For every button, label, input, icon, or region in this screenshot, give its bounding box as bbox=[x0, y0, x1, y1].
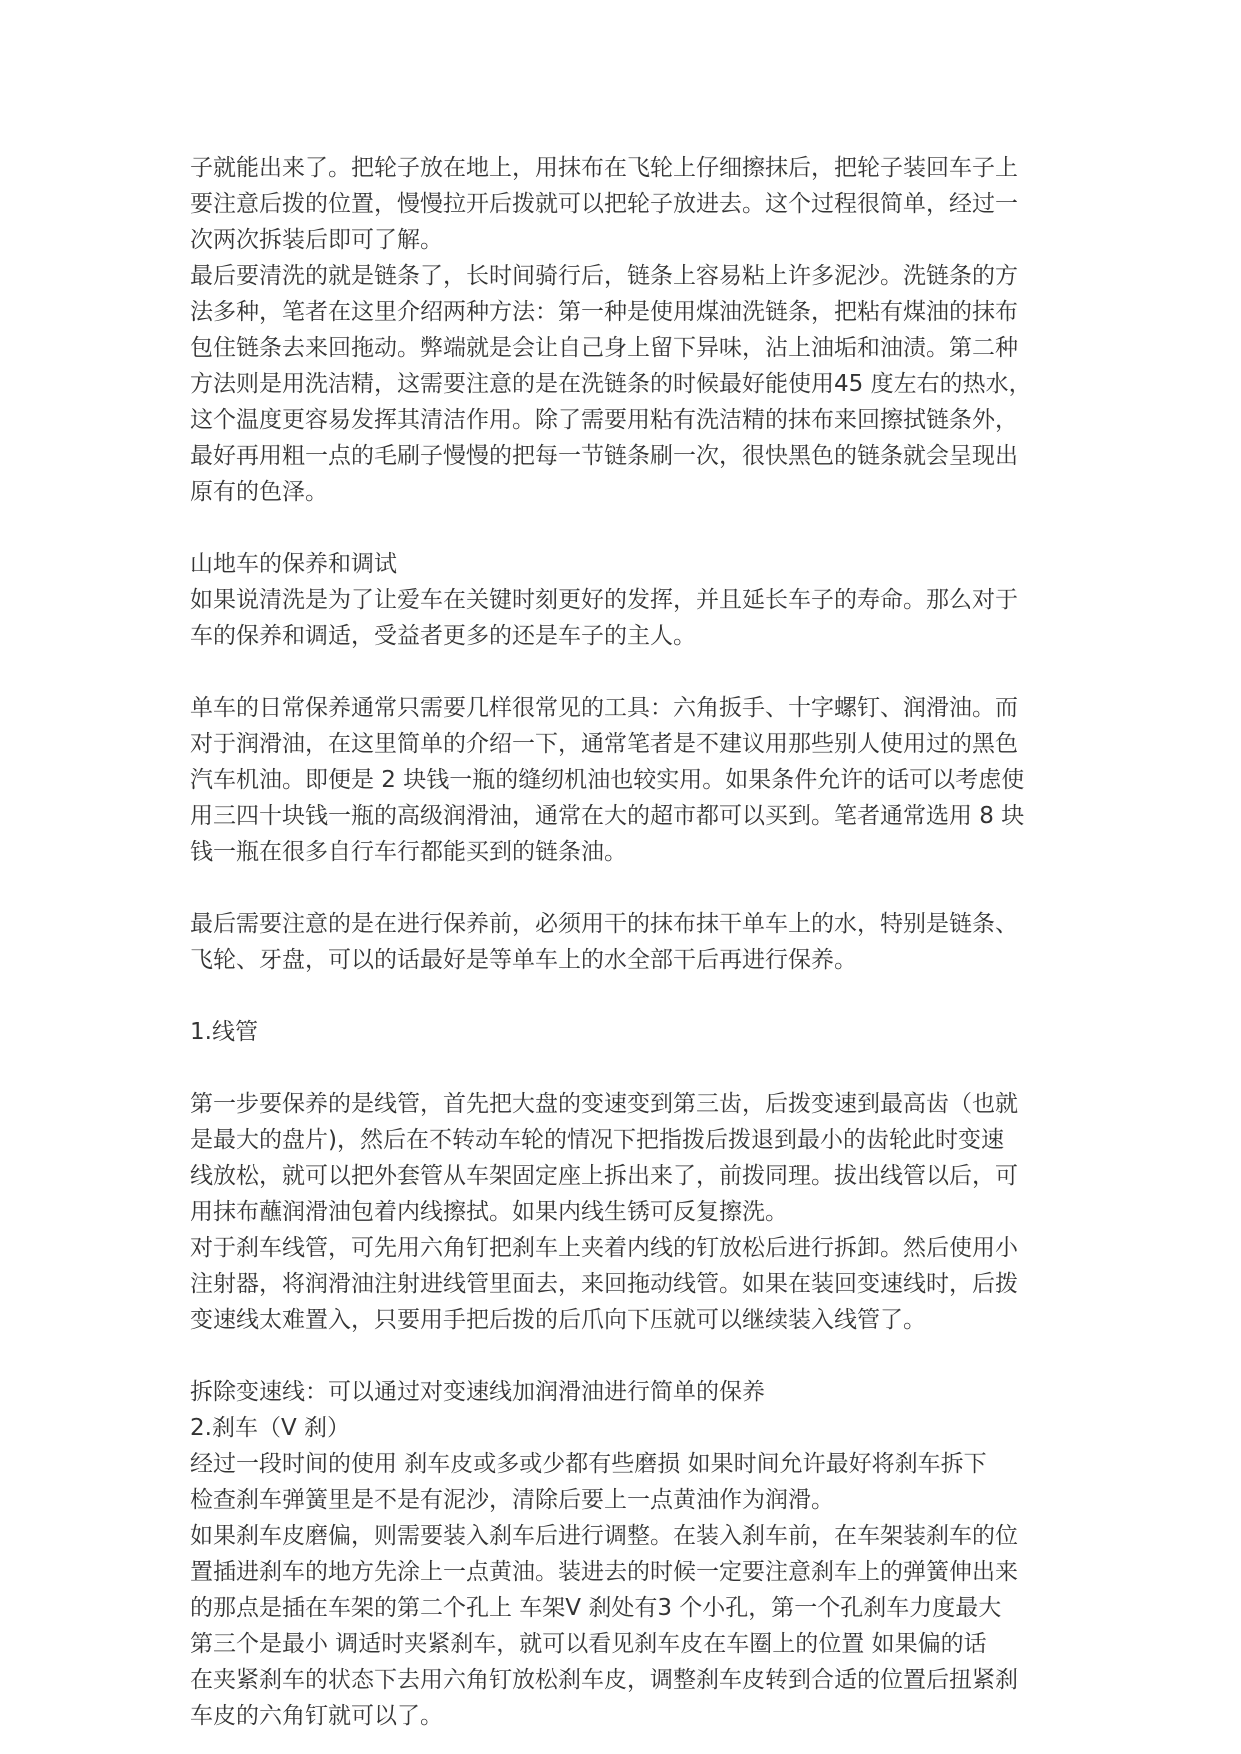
text-line: 拆除变速线：可以通过对变速线加润滑油进行简单的保养 bbox=[190, 1379, 765, 1405]
paragraph-cable-maintenance bbox=[190, 1086, 1060, 1338]
paragraph-gap bbox=[190, 978, 1060, 1014]
text-line: 原有的色泽。 bbox=[190, 479, 328, 505]
section-heading: 山地车的保养和调试 bbox=[190, 551, 397, 577]
paragraph-tools bbox=[190, 690, 1060, 870]
paragraph-gap bbox=[190, 654, 1060, 690]
text-line: 在夹紧刹车的状态下去用六角钉放松刹车皮，调整刹车皮转到合适的位置后扭紧刹 bbox=[190, 1667, 1018, 1693]
text-line: 最后需要注意的是在进行保养前，必须用干的抹布抹干单车上的水，特别是链条、 bbox=[190, 911, 1018, 937]
text-line: 的那点是插在车架的第二个孔上 车架V 刹处有3 个小孔，第一个孔刹车力度最大 bbox=[190, 1595, 1002, 1621]
paragraph-gap bbox=[190, 510, 1060, 546]
text-line: 注射器，将润滑油注射进线管里面去，来回拖动线管。如果在装回变速线时，后拨 bbox=[190, 1271, 1018, 1297]
paragraph-gap bbox=[190, 870, 1060, 906]
paragraph-gap bbox=[190, 1050, 1060, 1086]
text-line: 法多种，笔者在这里介绍两种方法：第一种是使用煤油洗链条，把粘有煤油的抹布 bbox=[190, 299, 1018, 325]
section-brake bbox=[190, 1374, 1060, 1734]
text-line: 检查刹车弹簧里是不是有泥沙，清除后要上一点黄油作为润滑。 bbox=[190, 1487, 834, 1513]
text-line: 车皮的六角钉就可以了。 bbox=[190, 1703, 443, 1729]
text-line: 用抹布蘸润滑油包着内线擦拭。如果内线生锈可反复擦洗。 bbox=[190, 1199, 788, 1225]
text-line: 如果刹车皮磨偏，则需要装入刹车后进行调整。在装入刹车前，在车架装刹车的位 bbox=[190, 1523, 1018, 1549]
text-line: 变速线太难置入，只要用手把后拨的后爪向下压就可以继续装入线管了。 bbox=[190, 1307, 926, 1333]
paragraph-gap bbox=[190, 1338, 1060, 1374]
text-line: 钱一瓶在很多自行车行都能买到的链条油。 bbox=[190, 839, 627, 865]
text-line: 经过一段时间的使用 刹车皮或多或少都有些磨损 如果时间允许最好将刹车拆下 bbox=[190, 1451, 987, 1477]
text-line: 车的保养和调适，受益者更多的还是车子的主人。 bbox=[190, 623, 696, 649]
text-line: 单车的日常保养通常只需要几样很常见的工具：六角扳手、十字螺钉、润滑油。而 bbox=[190, 695, 1018, 721]
text-line: 次两次拆装后即可了解。 bbox=[190, 227, 443, 253]
text-line: 对于润滑油，在这里简单的介绍一下，通常笔者是不建议用那些别人使用过的黑色 bbox=[190, 731, 1018, 757]
section-maintenance-intro bbox=[190, 546, 1060, 654]
section-heading: 2.刹车（V 刹） bbox=[190, 1415, 350, 1441]
text-line: 汽车机油。即便是 2 块钱一瓶的缝纫机油也较实用。如果条件允许的话可以考虑使 bbox=[190, 767, 1025, 793]
text-line: 子就能出来了。把轮子放在地上，用抹布在飞轮上仔细擦抹后，把轮子装回车子上 bbox=[190, 155, 1018, 181]
text-line: 如果说清洗是为了让爱车在关键时刻更好的发挥，并且延长车子的寿命。那么对于 bbox=[190, 587, 1018, 613]
text-line: 用三四十块钱一瓶的高级润滑油，通常在大的超市都可以买到。笔者通常选用 8 块 bbox=[190, 803, 1025, 829]
section-heading: 1.线管 bbox=[190, 1019, 258, 1045]
text-line: 这个温度更容易发挥其清洁作用。除了需要用粘有洗洁精的抹布来回擦拭链条外， bbox=[190, 407, 1018, 433]
text-line: 方法则是用洗洁精，这需要注意的是在洗链条的时候最好能使用45 度左右的热水， bbox=[190, 371, 1032, 397]
text-line: 第三个是最小 调适时夹紧刹车，就可以看见刹车皮在车圈上的位置 如果偏的话 bbox=[190, 1631, 987, 1657]
text-line: 最好再用粗一点的毛刷子慢慢的把每一节链条刷一次，很快黑色的链条就会呈现出 bbox=[190, 443, 1018, 469]
section-cable-housing bbox=[190, 1014, 1060, 1050]
paragraph-chain-cleaning bbox=[190, 258, 1060, 510]
text-line: 飞轮、牙盘，可以的话最好是等单车上的水全部干后再进行保养。 bbox=[190, 947, 857, 973]
text-line: 置插进刹车的地方先涂上一点黄油。装进去的时候一定要注意刹车上的弹簧伸出来 bbox=[190, 1559, 1018, 1585]
document-body bbox=[190, 150, 1060, 1734]
paragraph-dry-before-maintenance bbox=[190, 906, 1060, 978]
text-line: 最后要清洗的就是链条了，长时间骑行后，链条上容易粘上许多泥沙。洗链条的方 bbox=[190, 263, 1018, 289]
text-line: 要注意后拨的位置，慢慢拉开后拨就可以把轮子放进去。这个过程很简单，经过一 bbox=[190, 191, 1018, 217]
text-line: 是最大的盘片)，然后在不转动车轮的情况下把指拨后拨退到最小的齿轮此时变速 bbox=[190, 1127, 1004, 1153]
text-line: 对于刹车线管，可先用六角钉把刹车上夹着内线的钉放松后进行拆卸。然后使用小 bbox=[190, 1235, 1018, 1261]
paragraph-wheel-install bbox=[190, 150, 1060, 258]
text-line: 包住链条去来回拖动。弊端就是会让自己身上留下异味，沾上油垢和油渍。第二种 bbox=[190, 335, 1018, 361]
text-line: 第一步要保养的是线管，首先把大盘的变速变到第三齿，后拨变速到最高齿（也就 bbox=[190, 1091, 1018, 1117]
text-line: 线放松，就可以把外套管从车架固定座上拆出来了，前拨同理。拔出线管以后，可 bbox=[190, 1163, 1018, 1189]
